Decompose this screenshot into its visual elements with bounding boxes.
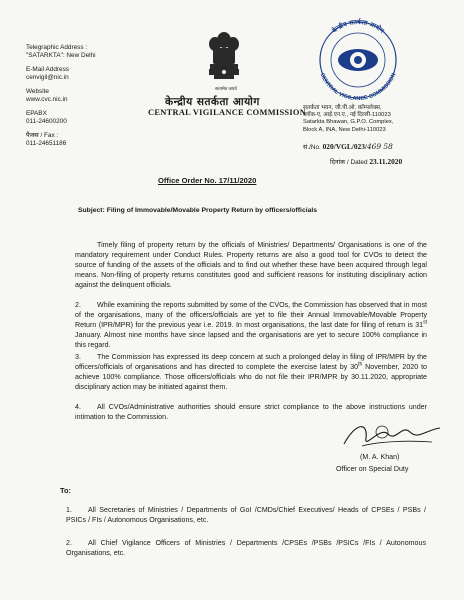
distribution-item-1: [66, 505, 426, 525]
office-address: [303, 105, 453, 134]
signature-scribble: [336, 416, 446, 454]
paragraph-2-number: 2.: [75, 301, 81, 309]
signatory-designation: Officer on Special Duty: [336, 465, 409, 473]
epabx-label: EPABX: [26, 110, 47, 117]
ref-prefix: सं./No.: [303, 144, 321, 151]
paragraph-3-superscript: th: [358, 361, 363, 368]
org-name-english: CENTRAL VIGILANCE COMMISSION: [148, 108, 307, 117]
distribution-item-1-number: 1.: [66, 506, 72, 514]
national-emblem-icon: [204, 28, 244, 88]
signatory-name: (M. A. Khan): [360, 453, 400, 461]
website-value: www.cvc.nic.in: [26, 96, 68, 103]
paragraph-4-text: All CVOs/Administrative authorities should ensure strict compliance to the above instructions under intimation to the Commission.: [75, 403, 427, 421]
telegraphic-value: "SATARKTA": New Delhi: [26, 52, 96, 59]
date-value: 23.11.2020: [369, 157, 403, 166]
distribution-item-2-number: 2.: [66, 539, 72, 547]
org-name-hindi: केन्द्रीय सतर्कता आयोग: [165, 96, 260, 108]
distribution-item-1-text: All Secretaries of Ministries / Departments of GoI /CMDs/Chief Executives/ Heads of CPSEs / PSBs / PSICs / FIs / Autonomous Organisations, etc.: [66, 506, 426, 524]
fax-value: 011-24651186: [26, 140, 67, 147]
logo-text-bottom: CENTRAL VIGILANCE COMMISSION: [318, 72, 398, 102]
svg-text:केन्द्रीय सतर्कता आयोग: [330, 18, 386, 35]
epabx-value: 011-24600200: [26, 118, 67, 125]
paragraph-2-superscript: st: [423, 319, 427, 326]
paragraph-3-text-b: November, 2020 to achieve 100% compliance. Those officers/officials who do not file their IPR/MPR by 30.11.2020, appropriate disciplinary action may be initiated against them.: [75, 363, 427, 391]
fax-label: फैक्स / Fax :: [26, 132, 59, 139]
address-hindi-line-1: सतर्कता भवन, जी.पी.ओ. कॉम्पलेक्स,: [303, 105, 382, 111]
paragraph-2: [75, 300, 427, 350]
cvc-logo: [308, 14, 408, 102]
address-hindi-line-2: ब्लॉक-ए, आई.एन.ए., नई दिल्ली-110023: [303, 112, 391, 119]
paragraph-3-number: 3.: [75, 353, 81, 361]
logo-text-top: केन्द्रीय सतर्कता आयोग: [331, 18, 386, 35]
paragraph-3-text-a: The Commission has expressed its deep concern at such a prolonged delay in filing of IPR/MPR by the officers/officials of organisations and has directed to complete the exercise latest by 30: [75, 353, 427, 371]
paragraph-3: [75, 352, 427, 392]
paragraph-1: Timely filing of property return by the officials of Ministries/ Departments/ Organisations is one of the mandatory requirement under Conduct Rules. Property returns are also a good tool for CVOs to detect the source of funding of the assets of the officials and to find out whether these have been acquired through legal means. Non-filing of property returns constitutes good and sufficient reasons for instituting disciplinary action against the delinquent officials.: [75, 241, 427, 289]
distribution-item-2: [66, 538, 426, 558]
telegraphic-label: Telegraphic Address :: [26, 44, 88, 51]
paragraph-2-text-a: While examining the reports submitted by some of the CVOs, the Commission has observed that in most of the organisations, many of the officers/officials are yet to file their Annual Immovable/Movable Property Return (IPR/MPR) for the previous year i.e. 2019. In most organisations, the last date for filing of return is 31: [75, 301, 427, 329]
website-label: Website: [26, 88, 49, 95]
emblem-caption: सत्यमेव जयते: [215, 86, 237, 91]
contact-details: [26, 44, 146, 154]
email-label: E-Mail Address: [26, 66, 69, 73]
address-english-line-2: Block A, INA, New Delhi-110023: [303, 126, 386, 133]
office-order-number: Office Order No. 17/11/2020: [158, 176, 257, 185]
paragraph-2-text-b: January. Almost nine months have since lapsed and the organisations are yet to secure 100% compliance in this regard.: [75, 331, 427, 349]
date-prefix: दिनांक / Dated: [330, 159, 368, 166]
to-label: To:: [60, 486, 71, 495]
email-value: cenvigil@nic.in: [26, 74, 69, 81]
reference-line: [303, 142, 393, 151]
ref-handwritten: 469 58: [366, 142, 393, 151]
address-english-line-1: Satarkta Bhawan, G.P.O. Complex,: [303, 119, 394, 126]
distribution-item-2-text: All Chief Vigilance Officers of Ministries / Departments /CPSEs /PSBs /PSICs /FIs / Autonomous Organisations, etc.: [66, 539, 426, 557]
date-line: [330, 157, 402, 166]
subject-line: Subject: Filing of Immovable/Movable Property Return by officers/officials: [78, 207, 318, 214]
paragraph-4-number: 4.: [75, 403, 81, 411]
ref-number: 020/VGL/023/: [322, 142, 367, 151]
